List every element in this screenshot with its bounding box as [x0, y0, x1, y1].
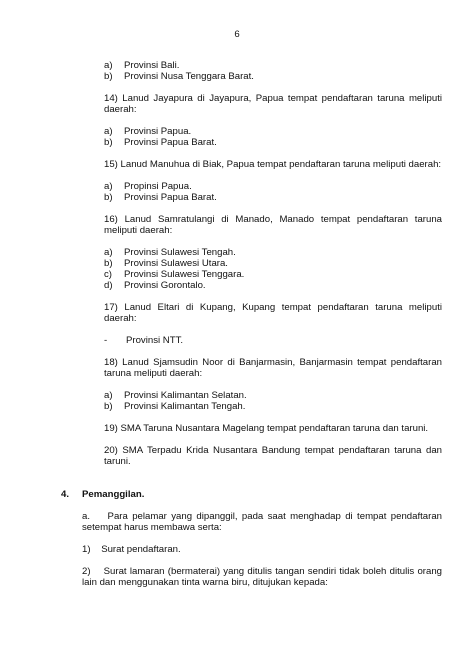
list [104, 126, 442, 148]
list-item [104, 137, 442, 148]
list-item [104, 390, 442, 401]
list-item [104, 60, 442, 71]
list-item [104, 280, 442, 291]
section-heading [61, 489, 442, 500]
paragraph: 20) SMA Terpadu Krida Nusantara Bandung tempat pendaftaran taruna dan taruni. [104, 445, 442, 467]
list-text: Provinsi Bali. [124, 60, 180, 71]
list-marker: b) [104, 401, 113, 412]
list [104, 390, 442, 412]
list-item [104, 401, 442, 412]
list-item [104, 181, 442, 192]
list [104, 335, 442, 346]
list-text: Provinsi Kalimantan Tengah. [124, 401, 246, 412]
section-number: 4. [61, 489, 70, 500]
list-marker: b) [104, 71, 113, 82]
paragraph: 16) Lanud Samratulangi di Manado, Manado tempat pendaftaran taruna meliputi daerah: [104, 214, 442, 236]
list-text: Provinsi Gorontalo. [124, 280, 206, 291]
list-text: Provinsi Sulawesi Utara. [124, 258, 228, 269]
list-text: Propinsi Papua. [124, 181, 192, 192]
list-item [104, 258, 442, 269]
list-item [104, 335, 442, 346]
list-item [104, 71, 442, 82]
list [104, 181, 442, 203]
list-marker: - [104, 335, 108, 346]
list-marker: c) [104, 269, 112, 280]
paragraph: 17) Lanud Eltari di Kupang, Kupang tempat pendaftaran taruna meliputi daerah: [104, 302, 442, 324]
list-marker: b) [104, 137, 113, 148]
list-marker: a) [104, 126, 113, 137]
list-text: Provinsi Nusa Tenggara Barat. [124, 71, 254, 82]
list-item [104, 269, 442, 280]
list [104, 247, 442, 291]
paragraph: 19) SMA Taruna Nusantara Magelang tempat pendaftaran taruna dan taruni. [104, 423, 429, 434]
list-item [104, 126, 442, 137]
list-marker: d) [104, 280, 113, 291]
paragraph: 15) Lanud Manuhua di Biak, Papua tempat pendaftaran taruna meliputi daerah: [104, 159, 442, 170]
list-marker: a) [104, 60, 113, 71]
page-number: 6 [234, 29, 240, 40]
paragraph: 14) Lanud Jayapura di Jayapura, Papua tempat pendaftaran taruna meliputi daerah: [104, 93, 442, 115]
list-marker: b) [104, 192, 113, 203]
section-point-2: 2) Surat lamaran (bermaterai) yang ditulis tangan sendiri tidak boleh ditulis orang lain dan menggunakan tinta warna biru, ditujukan kepada: [82, 566, 445, 588]
section-title: Pemanggilan. [82, 489, 145, 500]
paragraph: 18) Lanud Sjamsudin Noor di Banjarmasin, Banjarmasin tempat pendaftaran taruna meliputi daerah: [104, 357, 442, 379]
list-text: Provinsi Papua. [124, 126, 192, 137]
list-marker: a) [104, 247, 113, 258]
list-marker: a) [104, 181, 113, 192]
list-item [104, 192, 442, 203]
list-text: Provinsi NTT. [126, 335, 184, 346]
list-text: Provinsi Sulawesi Tenggara. [124, 269, 245, 280]
list-text: Provinsi Kalimantan Selatan. [124, 390, 247, 401]
list-marker: b) [104, 258, 113, 269]
list-text: Provinsi Papua Barat. [124, 192, 217, 203]
section-point-1: 1) Surat pendaftaran. [82, 544, 181, 555]
section-intro: a. Para pelamar yang dipanggil, pada saat menghadap di tempat pendaftaran setempat harus membawa serta: [82, 511, 445, 533]
section-pemanggilan [61, 489, 445, 588]
list [104, 60, 442, 82]
list-text: Provinsi Sulawesi Tengah. [124, 247, 236, 258]
document-body [104, 60, 442, 467]
list-text: Provinsi Papua Barat. [124, 137, 217, 148]
list-item [104, 247, 442, 258]
list-marker: a) [104, 390, 113, 401]
